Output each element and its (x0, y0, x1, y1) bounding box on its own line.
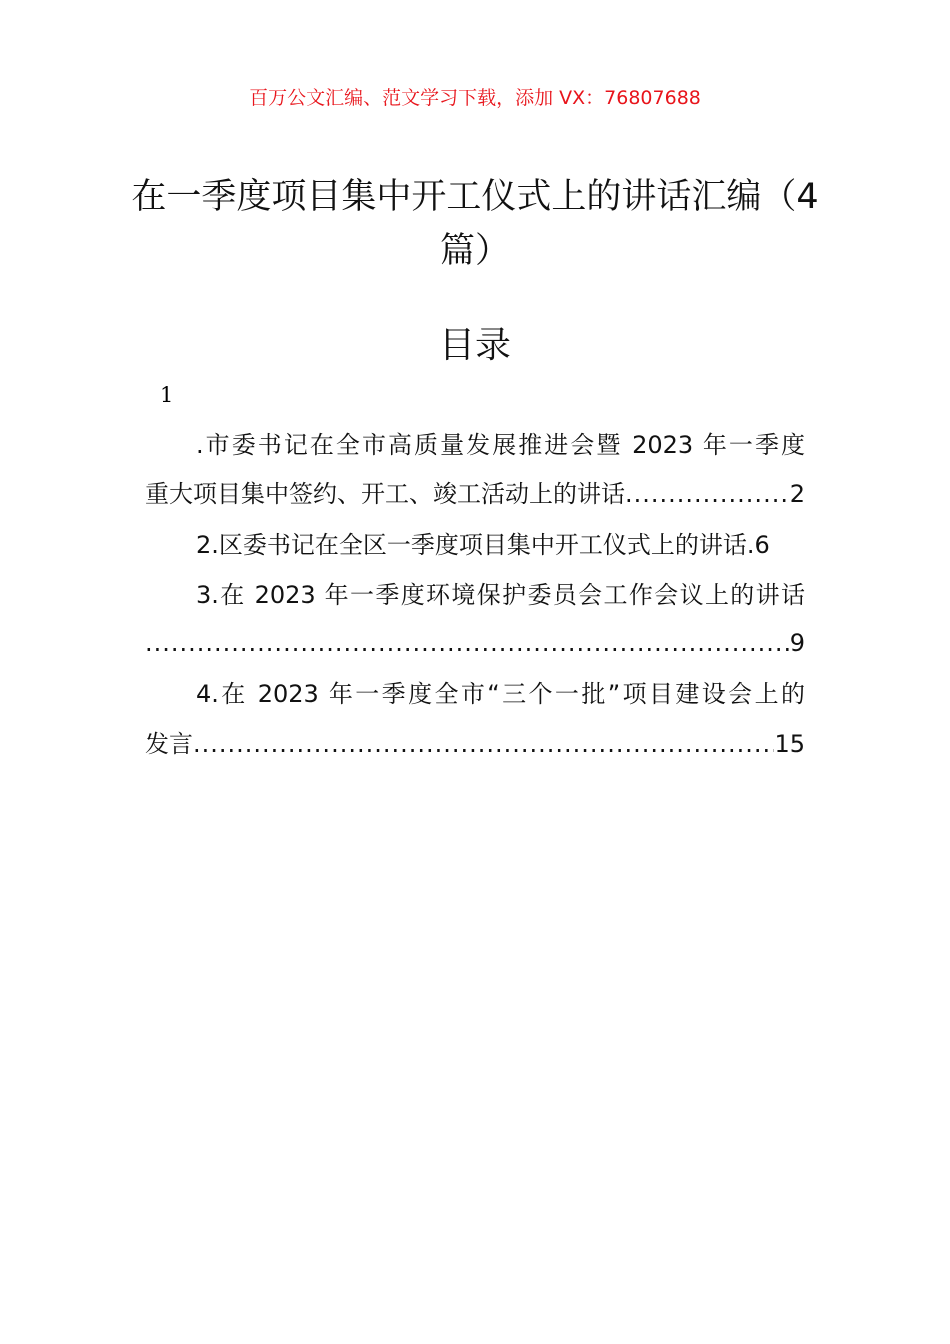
toc-entry-2-title: 2.区委书记在全区一季度项目集中开工仪式上的讲话. (196, 531, 755, 559)
toc-entry-1-title: .市委书记在全市高质量发展推进会暨 2023 年一季度 (196, 431, 805, 459)
toc-entry-3-page: 9 (789, 629, 805, 657)
toc-entry-1-title-cont: 重大项目集中签约、开工、竣工活动上的讲话 (145, 480, 625, 508)
toc-entry-3-line-1[interactable] (145, 575, 805, 615)
toc-heading: 目录 (438, 325, 511, 366)
toc-entry-1-page: 2 (789, 480, 805, 508)
toc-leader-dots (625, 474, 790, 514)
toc-entry-4-line-2[interactable] (145, 724, 805, 764)
toc-leader-dots (193, 724, 774, 764)
toc-entry-1-line-2[interactable] (145, 474, 805, 514)
toc-entry-3-line-2[interactable] (145, 623, 805, 663)
document-title: 在一季度项目集中开工仪式上的讲话汇编（4篇） (131, 177, 819, 271)
toc-entry-2-line-1[interactable] (145, 525, 805, 565)
toc-entry-4-title-cont: 发言 (145, 730, 193, 758)
toc-entry-4-page: 15 (774, 730, 805, 758)
stray-page-number: 1 (160, 383, 174, 407)
toc-entry-3-title: 3.在 2023 年一季度环境保护委员会工作会议上的讲话 (196, 581, 805, 609)
toc-entry-1-line-1[interactable] (145, 425, 805, 465)
toc-entry-2-page: 6 (754, 531, 770, 559)
toc-entry-4-line-1[interactable] (145, 674, 805, 714)
toc-entry-4-title: 4.在 2023 年一季度全市“三个一批”项目建设会上的 (196, 680, 805, 708)
watermark-header-note: 百万公文汇编、范文学习下载，添加 VX：76807688 (249, 87, 701, 109)
toc-leader-dots (145, 623, 790, 663)
